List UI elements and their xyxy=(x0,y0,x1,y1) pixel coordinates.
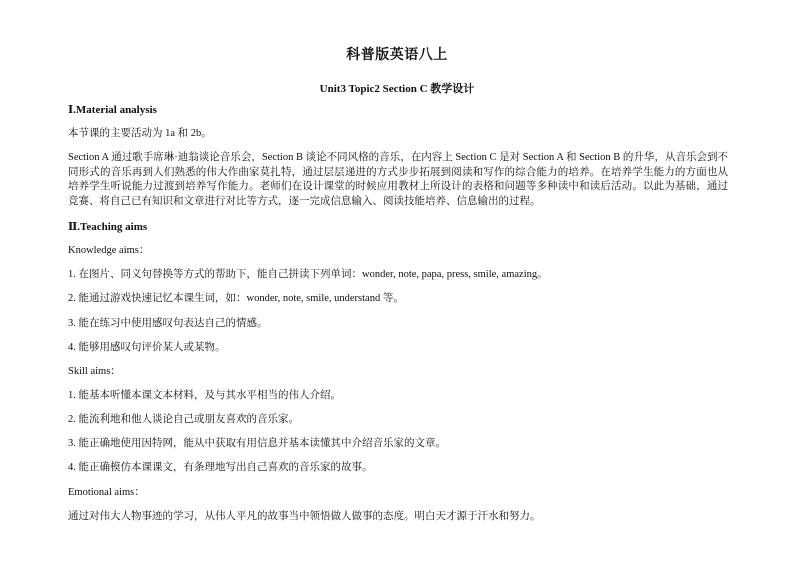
skill-aim-item: 3. 能正确地使用因特网，能从中获取有用信息并基本读懂其中介绍音乐家的文章。 xyxy=(68,438,446,449)
document-title: 科普版英语八上 xyxy=(346,48,448,63)
skill-aim-item: 1. 能基本听懂本课文本材料，及与其水平相当的伟人介绍。 xyxy=(68,390,341,401)
emotional-aims-label: Emotional aims： xyxy=(68,487,145,498)
knowledge-aim-item: 4. 能够用感叹句评价某人或某物。 xyxy=(68,342,226,353)
section-intro: 本节课的主要活动为 1a 和 2b。 xyxy=(68,128,212,139)
skill-aim-item: 2. 能流利地和他人谈论自己或朋友喜欢的音乐家。 xyxy=(68,414,299,425)
skill-aims-label: Skill aims： xyxy=(68,366,121,377)
knowledge-aim-item: 2. 能通过游戏快速记忆本课生词，如：wonder, note, smile, understand 等。 xyxy=(68,293,404,304)
emotional-aims-text: 通过对伟大人物事迹的学习，从伟人平凡的故事当中领悟做人做事的态度。明白天才源于汗水和努力。 xyxy=(68,511,541,522)
knowledge-aim-item: 1. 在图片、同义句替换等方式的帮助下，能自己拼读下列单词：wonder, note, papa, press, smile, amazing。 xyxy=(68,269,548,280)
knowledge-aims-label: Knowledge aims： xyxy=(68,245,150,256)
knowledge-aim-item: 3. 能在练习中使用感叹句表达自己的情感。 xyxy=(68,318,268,329)
section-heading-material-analysis: Ⅰ.Material analysis xyxy=(68,104,157,116)
section-heading-teaching-aims: Ⅱ.Teaching aims xyxy=(68,221,148,233)
document-subtitle: Unit3 Topic2 Section C 教学设计 xyxy=(319,83,475,95)
material-analysis-paragraph: Section A 通过歌手席琳·迪翁谈论音乐会，Section B 谈论不同风格的音乐，在内容上 Section C 是对 Section A 和 Section B 的升华，从音乐会到不同形式的音乐再到人们熟悉的伟大作曲家莫扎特，通过层层递进的方式步步拓展到阅读和写作的综合能力的培养。在培养学生能力的方面也从培养学生听说能力过渡到培养写作能力。老师们在设计课堂的时候应用教材上所设计的表格和问题等多种读中和读后活动。以此为基础，通过竞赛、将自己已有知识和文章进行对比等方式，逐一完成信息输入、阅读技能培养、信息输出的过程。 xyxy=(68,152,728,207)
skill-aim-item: 4. 能正确模仿本课课文，有条理地写出自己喜欢的音乐家的故事。 xyxy=(68,462,373,473)
